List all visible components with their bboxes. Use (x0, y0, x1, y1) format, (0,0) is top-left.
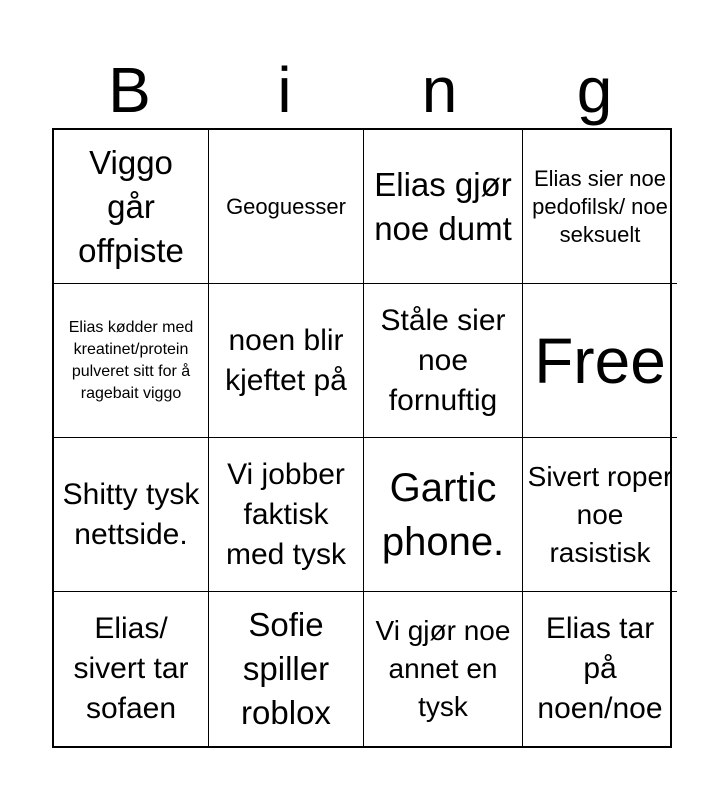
bingo-cell[interactable] (523, 438, 677, 592)
bingo-cell[interactable] (523, 130, 677, 284)
cell-text: Sivert roper noe rasistisk (527, 460, 673, 568)
bingo-cell[interactable] (209, 592, 364, 746)
bingo-title (52, 52, 672, 128)
title-letter-b: B (108, 54, 151, 126)
bingo-cell[interactable] (54, 284, 209, 438)
free-cell[interactable] (523, 284, 677, 438)
bingo-cell[interactable] (209, 130, 364, 284)
title-letter-n: n (421, 54, 458, 126)
cell-text: Elias tar på noen/noe (537, 612, 663, 725)
bingo-cell[interactable] (523, 592, 677, 746)
cell-text: Shitty tysk nettside. (62, 477, 200, 551)
bingo-cell[interactable] (54, 130, 209, 284)
bingo-cell[interactable] (209, 438, 364, 592)
cell-text: Sofie spiller roblox (241, 606, 331, 731)
title-letter-i: i (277, 54, 292, 126)
free-label: Free (534, 324, 666, 397)
bingo-board (52, 128, 672, 748)
bingo-cell[interactable] (364, 130, 523, 284)
cell-text: noen blir kjeftet på (225, 323, 347, 397)
bingo-cell[interactable] (364, 284, 523, 438)
bingo-cell[interactable] (364, 438, 523, 592)
cell-text: Gartic phone. (381, 465, 505, 564)
bingo-cell[interactable] (209, 284, 364, 438)
cell-text: Vi gjør noe annet en tysk (375, 615, 511, 722)
cell-text: Elias kødder med kreatinet/protein pulveret sitt for å ragebait viggo (68, 318, 194, 402)
cell-text: Elias sier noe pedofilsk/ noe seksuelt (532, 165, 668, 247)
cell-text: Viggo går offpiste (78, 143, 184, 269)
cell-text: Elias/ sivert tar sofaen (73, 612, 189, 725)
cell-text: Ståle sier noe fornuftig (380, 303, 506, 417)
bingo-cell[interactable] (54, 438, 209, 592)
cell-text: Elias gjør noe dumt (374, 165, 512, 247)
title-letter-g: g (576, 54, 613, 126)
bingo-cell[interactable] (54, 592, 209, 746)
cell-text: Vi jobber faktisk med tysk (225, 457, 347, 571)
cell-text: Geoguesser (226, 193, 346, 219)
bingo-cell[interactable] (364, 592, 523, 746)
